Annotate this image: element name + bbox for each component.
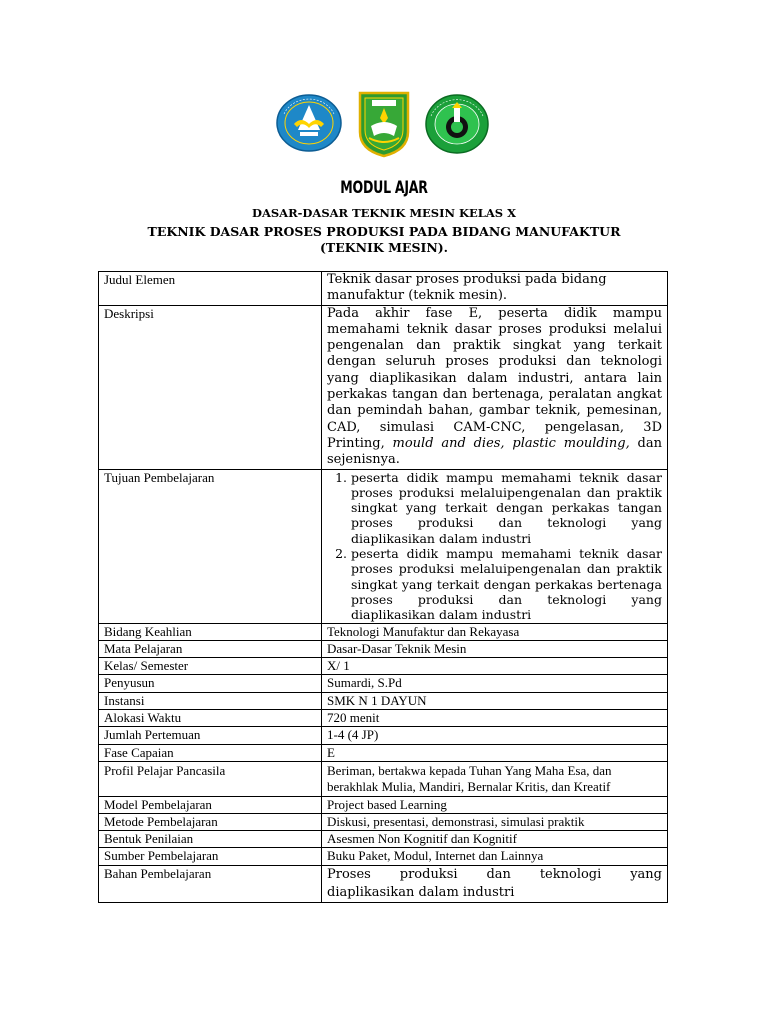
table-row (99, 865, 668, 902)
row-label: Kelas/ Semester (99, 658, 322, 675)
table-row (99, 675, 668, 692)
deskripsi-text-end: dan sejenisnya. (327, 435, 663, 468)
row-label: Fase Capaian (99, 744, 322, 761)
table-row (99, 710, 668, 727)
row-label: Tujuan Pembelajaran (99, 469, 322, 623)
row-label: Mata Pelajaran (99, 640, 322, 657)
row-value: SMK N 1 DAYUN (322, 692, 668, 709)
table-row (99, 658, 668, 675)
bahan-line-2: diaplikasikan dalam industri (327, 884, 515, 900)
riau-province-emblem (357, 90, 411, 158)
table-row (99, 831, 668, 848)
subtitle-course: DASAR-DASAR TEKNIK MESIN KELAS X (251, 206, 517, 220)
logo-row (0, 90, 768, 160)
module-info-table (98, 271, 668, 903)
row-value: Project based Learning (322, 796, 668, 813)
row-value: E (322, 744, 668, 761)
row-label: Bentuk Penilaian (99, 831, 322, 848)
row-label: Bidang Keahlian (99, 623, 322, 640)
deskripsi-italic-text: mould and dies, plastic moulding, (392, 435, 630, 451)
row-label: Alokasi Waktu (99, 710, 322, 727)
table-row (99, 692, 668, 709)
row-value: Teknologi Manufaktur dan Rekayasa (322, 623, 668, 640)
table-row (99, 623, 668, 640)
judul-elemen-value: Teknik dasar proses produksi pada bidang manufaktur (teknik mesin). (322, 272, 668, 306)
row-value: 1-4 (4 JP) (322, 727, 668, 744)
table-row (99, 469, 668, 623)
tujuan-list (327, 470, 662, 623)
row-value: Asesmen Non Kognitif dan Kognitif (322, 831, 668, 848)
smk-n1-dayun-logo (425, 94, 489, 154)
document-title: MODUL AJAR (340, 178, 428, 198)
row-value: Buku Paket, Modul, Internet dan Lainnya (322, 848, 668, 865)
row-label: Judul Elemen (99, 272, 322, 306)
row-value: Dasar-Dasar Teknik Mesin (322, 640, 668, 657)
row-label: Sumber Pembelajaran (99, 848, 322, 865)
row-value: X/ 1 (322, 658, 668, 675)
row-label: Profil Pelajar Pancasila (99, 761, 322, 796)
row-label: Jumlah Pertemuan (99, 727, 322, 744)
table-row (99, 796, 668, 813)
row-label: Penyusun (99, 675, 322, 692)
row-value: 720 menit (322, 710, 668, 727)
row-value: Diskusi, presentasi, demonstrasi, simulasi praktik (322, 813, 668, 830)
subtitle-topic-note: (TEKNIK MESIN). (319, 240, 449, 255)
row-label: Instansi (99, 692, 322, 709)
table-row (99, 813, 668, 830)
table-row (99, 744, 668, 761)
list-item: 1. peserta didik mampu memahami teknik dasar proses produksi melaluipengenalan dan praktik singkat yang terkait dengan perkakas tangan proses produksi dan teknologi yang diaplikasikan dalam industri (351, 470, 662, 546)
table-row (99, 640, 668, 657)
row-label: Deskripsi (99, 305, 322, 469)
row-value: Beriman, bertakwa kepada Tuhan Yang Maha Esa, dan berakhlak Mulia, Mandiri, Bernalar Kritis, dan Kreatif (322, 761, 668, 796)
table-row (99, 761, 668, 796)
list-item: 2. peserta didik mampu memahami teknik dasar proses produksi melaluipengenalan dan praktik singkat yang terkait dengan perkakas bertenaga proses produksi dan teknologi yang diaplikasikan dalam industri (351, 546, 662, 622)
tujuan-value (322, 469, 668, 623)
bahan-value (322, 865, 668, 902)
table-row (99, 272, 668, 306)
tut-wuri-handayani-logo (276, 94, 342, 152)
row-label: Bahan Pembelajaran (99, 865, 322, 902)
deskripsi-value (322, 305, 668, 469)
table-row (99, 848, 668, 865)
deskripsi-text: Pada akhir fase E, peserta didik mampu memahami teknik dasar proses produksi melalui pengenalan dan praktik singkat yang terkait dengan seluruh proses produksi dan teknologi yang diaplikasikan dalam industri, antara lain perkakas tangan dan bertenaga, peralatan angkat dan pemindah bahan, gambar teknik, pemesinan, CAD, simulasi CAM-CNC, pengelasan, 3D Printing, (327, 305, 662, 451)
table-row (99, 305, 668, 469)
subtitle-topic: TEKNIK DASAR PROSES PRODUKSI PADA BIDANG MANUFAKTUR (147, 224, 621, 239)
row-value: Sumardi, S.Pd (322, 675, 668, 692)
table-row (99, 727, 668, 744)
bahan-line-1: Proses produksi dan teknologi yang (327, 866, 662, 882)
row-label: Metode Pembelajaran (99, 813, 322, 830)
row-label: Model Pembelajaran (99, 796, 322, 813)
